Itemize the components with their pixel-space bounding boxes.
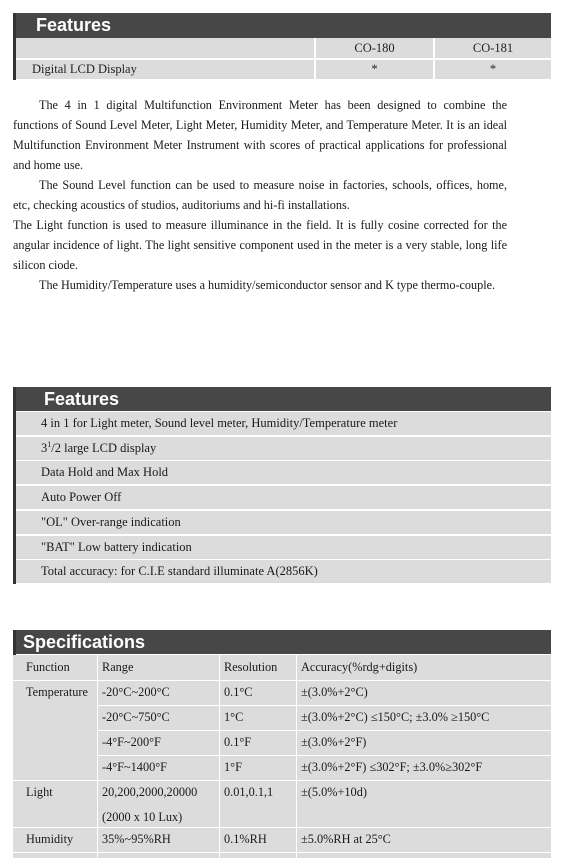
spec-header-function: Function bbox=[26, 660, 70, 674]
spec-header-row bbox=[13, 655, 551, 680]
section1-header bbox=[16, 13, 551, 38]
spec-header-range: Range bbox=[102, 660, 134, 674]
spec-col-divider bbox=[97, 655, 98, 858]
feature-item-4 bbox=[16, 486, 551, 509]
spec-rule bbox=[97, 705, 551, 706]
spec-col-divider bbox=[219, 655, 220, 858]
description-p2: The Sound Level function can be used to measure noise in factories, schools, offices, home, etc, checking acoustics of studios, auditoriums and hi-fi installations. bbox=[13, 178, 507, 212]
lcd-digit: 3 bbox=[41, 441, 48, 455]
spec-light-range-1: 20,200,2000,20000 bbox=[102, 785, 198, 799]
spec-temp-label: Temperature bbox=[26, 685, 88, 699]
spec-rule bbox=[97, 755, 551, 756]
spec-header-resolution: Resolution bbox=[224, 660, 278, 674]
spec-accuracy: ±(3.0%+2°F) ≤302°F; ±3.0%≥302°F bbox=[301, 760, 483, 774]
spec-accuracy: ±(3.0%+2°C) bbox=[301, 685, 368, 699]
section1-column-header-row bbox=[16, 38, 551, 59]
section1-row-lcd bbox=[16, 60, 551, 80]
spec-rule bbox=[97, 730, 551, 731]
feature-item-2 bbox=[16, 437, 551, 460]
spec-humidity-row bbox=[13, 827, 551, 852]
spec-humidity-range: 35%~95%RH bbox=[102, 832, 171, 846]
section3-title: Specifications bbox=[23, 632, 146, 652]
feature-text-3: Data Hold and Max Hold bbox=[41, 465, 169, 479]
spec-rule bbox=[13, 680, 551, 681]
spec-rule bbox=[13, 827, 551, 828]
spec-light-range-2: (2000 x 10 Lux) bbox=[102, 810, 183, 824]
spec-temp-row-3 bbox=[13, 730, 551, 755]
feature-item-7 bbox=[16, 560, 551, 583]
section1-blank-header bbox=[16, 38, 314, 58]
feature-item-3 bbox=[16, 461, 551, 484]
spec-temp-row-4 bbox=[13, 755, 551, 780]
description-p4: The Humidity/Temperature uses a humidity/semiconductor sensor and K type thermo-couple. bbox=[39, 278, 496, 292]
feature-text-5: "OL" Over-range indication bbox=[41, 515, 181, 529]
spec-range: -20°C~750°C bbox=[102, 710, 170, 724]
feature-text-7: Total accuracy: for C.I.E standard illuminate A(2856K) bbox=[41, 564, 318, 578]
spec-light-row bbox=[13, 780, 551, 830]
description-p1: The 4 in 1 digital Multifunction Environment Meter has been designed to combine the functions of Sound Level Meter, Light Meter, Humidity Meter, and Temperature Meter. It is an ideal Multifunction Environment Meter Instrument with scores of practical applications for professional and home use. bbox=[13, 98, 507, 172]
feature-item-5 bbox=[16, 511, 551, 534]
section1-col-co180: CO-180 bbox=[316, 38, 433, 58]
feature-text-4: Auto Power Off bbox=[41, 490, 122, 504]
spec-range: -4°F~200°F bbox=[102, 735, 161, 749]
feature-item-1 bbox=[16, 412, 551, 435]
spec-light-label: Light bbox=[26, 785, 53, 799]
section1-title: Features bbox=[36, 15, 112, 35]
section2-header bbox=[16, 387, 551, 411]
feature-text-1: 4 in 1 for Light meter, Sound level meter, Humidity/Temperature meter bbox=[41, 416, 398, 430]
section2-title: Features bbox=[44, 389, 120, 409]
spec-range: -20°C~200°C bbox=[102, 685, 170, 699]
spec-humidity-accuracy: ±5.0%RH at 25°C bbox=[301, 832, 391, 846]
spec-col-divider bbox=[296, 655, 297, 858]
spec-resolution: 0.1°F bbox=[224, 735, 252, 749]
spec-humidity-label: Humidity bbox=[26, 832, 74, 846]
section1-col-co181: CO-181 bbox=[435, 38, 551, 58]
spec-light-resolution: 0.01,0.1,1 bbox=[224, 785, 274, 799]
spec-accuracy: ±(3.0%+2°C) ≤150°C; ±3.0% ≥150°C bbox=[301, 710, 490, 724]
section1-row-co181-value: * bbox=[435, 60, 551, 79]
spec-temp-row-2 bbox=[13, 705, 551, 730]
section3-header bbox=[16, 630, 551, 654]
lcd-rest: /2 large LCD display bbox=[51, 441, 157, 455]
section1-row-label: Digital LCD Display bbox=[16, 60, 314, 79]
lcd-superscript: 1 bbox=[47, 439, 52, 449]
spec-resolution: 0.1°C bbox=[224, 685, 253, 699]
spec-temp-row-1 bbox=[13, 680, 551, 705]
section1-row-co180-value: * bbox=[316, 60, 433, 79]
feature-text-2 bbox=[41, 441, 156, 456]
spec-table bbox=[13, 655, 551, 858]
spec-rule bbox=[13, 780, 551, 781]
spec-accuracy: ±(3.0%+2°F) bbox=[301, 735, 367, 749]
spec-light-accuracy: ±(5.0%+10d) bbox=[301, 785, 367, 799]
spec-humidity-resolution: 0.1%RH bbox=[224, 832, 267, 846]
spec-range: -4°F~1400°F bbox=[102, 760, 168, 774]
spec-header-accuracy: Accuracy(%rdg+digits) bbox=[301, 660, 418, 674]
spec-resolution: 1°C bbox=[224, 710, 244, 724]
spec-rule bbox=[13, 852, 551, 853]
description bbox=[13, 95, 507, 295]
feature-item-6 bbox=[16, 536, 551, 559]
feature-text-6: "BAT" Low battery indication bbox=[41, 540, 192, 554]
spec-resolution: 1°F bbox=[224, 760, 242, 774]
description-p3: The Light function is used to measure illuminance in the field. It is fully cosine corrected for the angular incidence of light. The light sensitive component used in the meter is a very stable, long life silicon ciode. bbox=[13, 218, 507, 272]
